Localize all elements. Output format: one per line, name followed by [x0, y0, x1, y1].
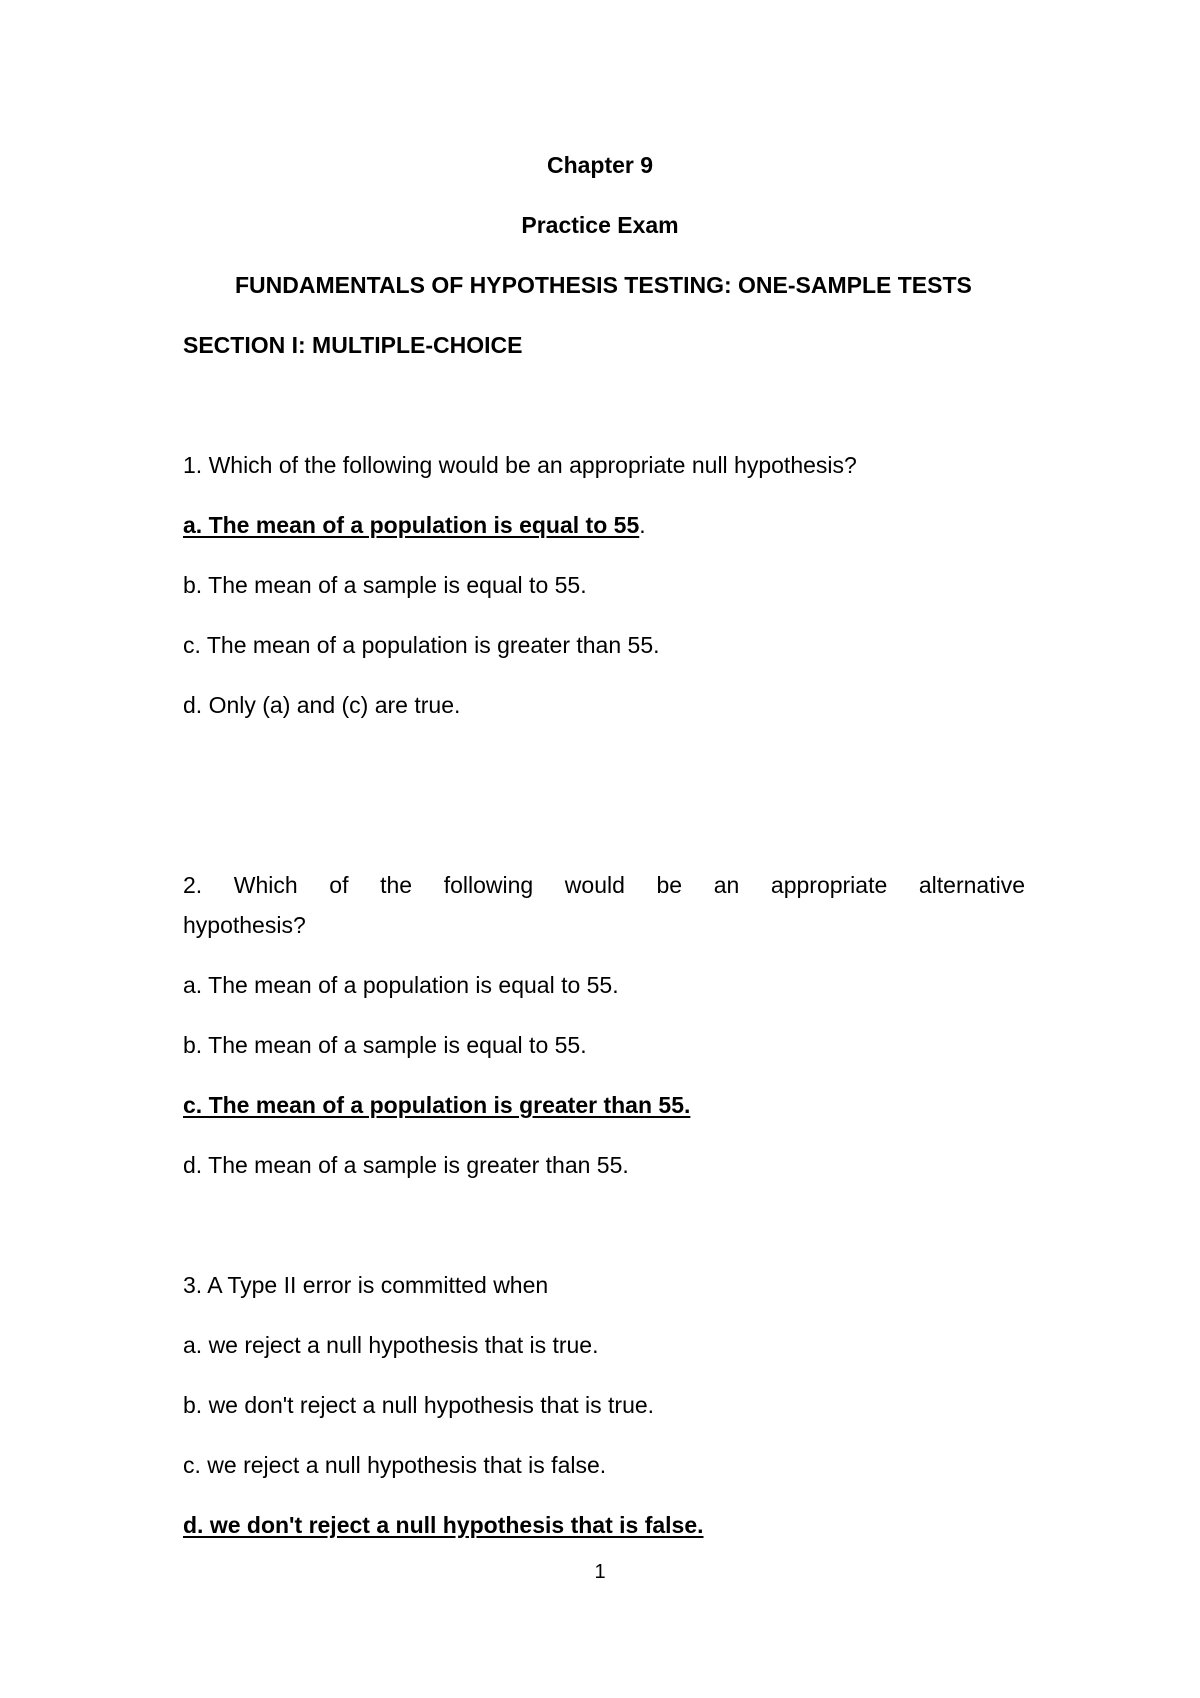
q1-option-c: c. The mean of a population is greater than 55.: [183, 632, 660, 658]
q1-option-a: [183, 511, 646, 539]
q1-correct-answer: a. The mean of a population is equal to 55: [183, 512, 640, 538]
q2-option-b: b. The mean of a sample is equal to 55.: [183, 1032, 587, 1058]
section-heading: SECTION I: MULTIPLE-CHOICE: [183, 332, 523, 358]
q1-option-a-tail: .: [639, 512, 646, 538]
exam-title: Practice Exam: [521, 212, 679, 238]
q3-option-a: a. we reject a null hypothesis that is true.: [183, 1332, 599, 1358]
chapter-title: Chapter 9: [546, 152, 654, 178]
q1-stem: 1. Which of the following would be an appropriate null hypothesis?: [183, 452, 857, 478]
q1-option-d: d. Only (a) and (c) are true.: [183, 692, 461, 718]
topic-heading: FUNDAMENTALS OF HYPOTHESIS TESTING: ONE-SAMPLE TESTS: [235, 272, 972, 298]
q3-correct-answer: d. we don't reject a null hypothesis that is false.: [183, 1512, 704, 1538]
q2-stem-line2: hypothesis?: [183, 912, 306, 938]
page-number: 1: [594, 1561, 606, 1583]
q3-option-c: c. we reject a null hypothesis that is false.: [183, 1452, 607, 1478]
q2-correct-answer: c. The mean of a population is greater than 55.: [183, 1092, 691, 1118]
q2-option-d: d. The mean of a sample is greater than 55.: [183, 1152, 629, 1178]
q2-option-a: a. The mean of a population is equal to 55.: [183, 972, 619, 998]
q3-stem: 3. A Type II error is committed when: [183, 1272, 549, 1298]
q1-option-b: b. The mean of a sample is equal to 55.: [183, 572, 587, 598]
q2-stem-line1: 2. Which of the following would be an appropriate alternative: [183, 872, 1025, 898]
q3-option-b: b. we don't reject a null hypothesis that is true.: [183, 1392, 655, 1418]
